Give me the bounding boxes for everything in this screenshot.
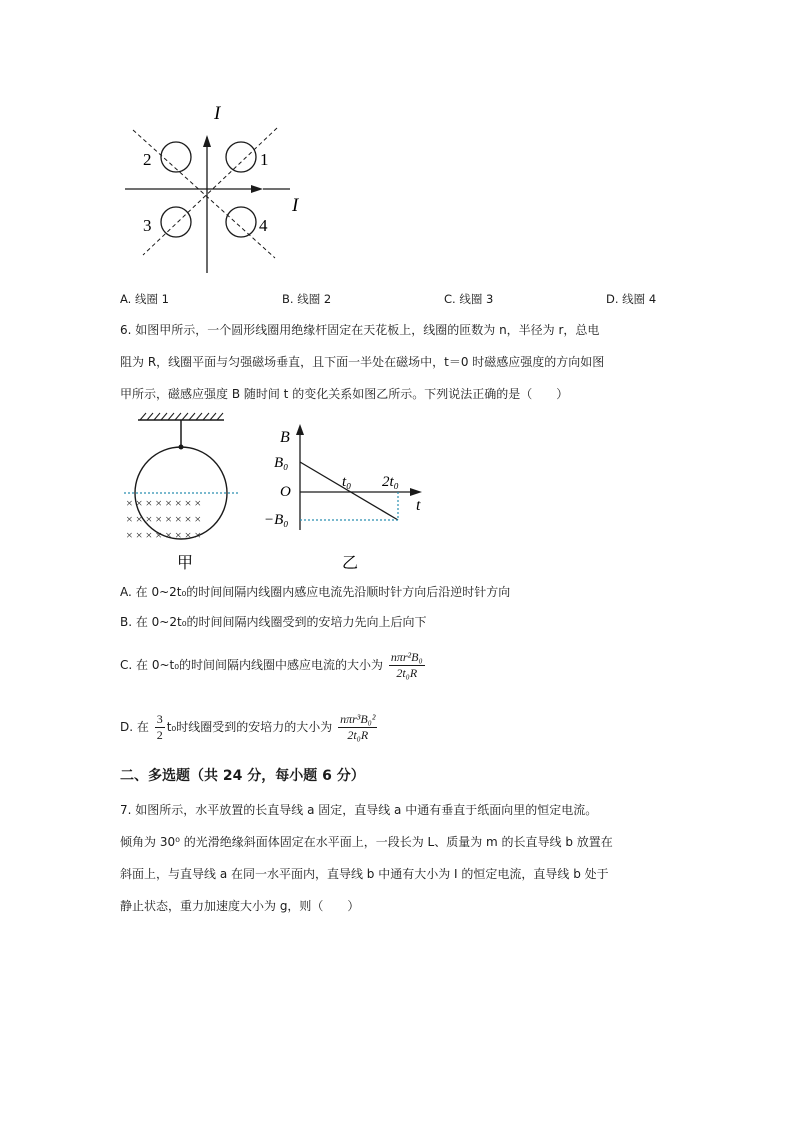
fraction-numerator: nπr³B₀² bbox=[340, 712, 376, 726]
fraction-numerator: 3 bbox=[156, 712, 163, 726]
choice-letter: B. bbox=[282, 292, 294, 306]
option-d-time-fraction bbox=[155, 712, 165, 743]
option-d-text: t₀时线圈受到的安培力的大小为 bbox=[166, 720, 333, 734]
q7-stem-line-4: 静止状态，重力加速度大小为 g，则（ ） bbox=[120, 899, 360, 913]
fraction-denominator: 2t₀R bbox=[396, 666, 418, 680]
neg-b0-label: −B₀ bbox=[264, 512, 289, 528]
arrow-up-icon bbox=[296, 424, 304, 435]
t0-label: t₀ bbox=[342, 474, 352, 490]
coil-position-figure bbox=[115, 95, 315, 280]
fraction-denominator: 2t₀R bbox=[347, 728, 369, 742]
q6-stem-line-1: 6. 如图甲所示，一个圆形线圈用绝缘杆固定在天花板上，线圈的匝数为 n，半径为 r，总电 bbox=[120, 323, 600, 337]
arrow-up-icon bbox=[203, 135, 211, 147]
section-title: 二、多选题（共 24 分，每小题 6 分） bbox=[120, 768, 365, 784]
choice-letter: A. bbox=[120, 292, 132, 306]
choice-text: 线圈 3 bbox=[459, 292, 494, 306]
figure-jia-coil bbox=[120, 410, 245, 575]
t-axis-label: t bbox=[416, 497, 421, 514]
arrow-right-icon bbox=[410, 488, 422, 496]
q6-option-c[interactable] bbox=[120, 650, 427, 681]
coil-label-2: 2 bbox=[143, 150, 152, 169]
coil-label-1: 1 bbox=[260, 150, 269, 169]
option-d-prefix: D. 在 bbox=[120, 720, 149, 734]
svg-text:× × × × × × × ×: × × × × × × × × bbox=[126, 496, 202, 510]
choice-c[interactable] bbox=[444, 291, 493, 307]
fraction-denominator: 2 bbox=[156, 728, 163, 742]
coil-2 bbox=[161, 142, 191, 172]
coil-1 bbox=[226, 142, 256, 172]
choice-text: 线圈 1 bbox=[134, 292, 169, 306]
figure-jia-caption: 甲 bbox=[177, 555, 194, 572]
svg-text:× × × × × × × ×: × × × × × × × × bbox=[126, 512, 202, 526]
choice-letter: D. bbox=[606, 292, 619, 306]
fraction-numerator: nπr²B₀ bbox=[390, 650, 423, 664]
choice-d[interactable] bbox=[606, 291, 656, 307]
choice-b[interactable] bbox=[282, 291, 331, 307]
b-t-line bbox=[300, 462, 398, 520]
coil-label-3: 3 bbox=[143, 216, 152, 235]
option-c-fraction bbox=[389, 650, 425, 681]
ceiling-hatch bbox=[140, 413, 223, 420]
svg-text:× × × × × × × ×: × × × × × × × × bbox=[126, 528, 202, 542]
vertical-axis-label: I bbox=[214, 103, 221, 124]
coil-4 bbox=[226, 207, 256, 237]
coil-label-4: 4 bbox=[259, 216, 268, 235]
q6-option-d[interactable] bbox=[120, 712, 379, 743]
figure-yi-bt-graph bbox=[258, 420, 433, 575]
option-d-fraction bbox=[338, 712, 377, 743]
two-t0-label: 2t₀ bbox=[382, 474, 399, 490]
choice-text: 线圈 2 bbox=[297, 292, 332, 306]
q7-stem-line-1: 7. 如图所示，水平放置的长直导线 a 固定，直导线 a 中通有垂直于纸面向里的恒定电流。 bbox=[120, 803, 598, 817]
choice-a[interactable] bbox=[120, 291, 169, 307]
b0-label: B₀ bbox=[274, 455, 289, 471]
q6-option-b[interactable]: B. 在 0~2t₀的时间间隔内线圈受到的安培力先向上后向下 bbox=[120, 615, 427, 629]
arrow-right-icon bbox=[251, 185, 263, 193]
q6-option-a[interactable]: A. 在 0~2t₀的时间间隔内线圈内感应电流先沿顺时针方向后沿逆时针方向 bbox=[120, 585, 511, 599]
choice-text: 线圈 4 bbox=[622, 292, 657, 306]
magnetic-field-into-page bbox=[126, 496, 201, 542]
choice-letter: C. bbox=[444, 292, 456, 306]
b-axis-label: B bbox=[280, 429, 290, 446]
figure-yi-caption: 乙 bbox=[342, 555, 359, 572]
diagonal-dashed-line bbox=[143, 128, 277, 255]
q7-stem-line-3: 斜面上，与直导线 a 在同一水平面内，直导线 b 中通有大小为 I 的恒定电流，直导线 b 处于 bbox=[120, 867, 609, 881]
option-c-text: C. 在 0~t₀的时间间隔内线圈中感应电流的大小为 bbox=[120, 658, 384, 672]
origin-label: O bbox=[280, 484, 291, 500]
horizontal-axis-label: I bbox=[292, 195, 299, 216]
q6-stem-line-3: 甲所示，磁感应强度 B 随时间 t 的变化关系如图乙所示。下列说法正确的是（ ） bbox=[120, 387, 569, 401]
coil-3 bbox=[161, 207, 191, 237]
q6-stem-line-2: 阻为 R，线圈平面与匀强磁场垂直，且下面一半处在磁场中，t＝0 时磁感应强度的方向如图 bbox=[120, 355, 605, 369]
q7-stem-line-2: 倾角为 30⁰ 的光滑绝缘斜面体固定在水平面上，一段长为 L、质量为 m 的长直导线 b 放置在 bbox=[120, 835, 613, 849]
